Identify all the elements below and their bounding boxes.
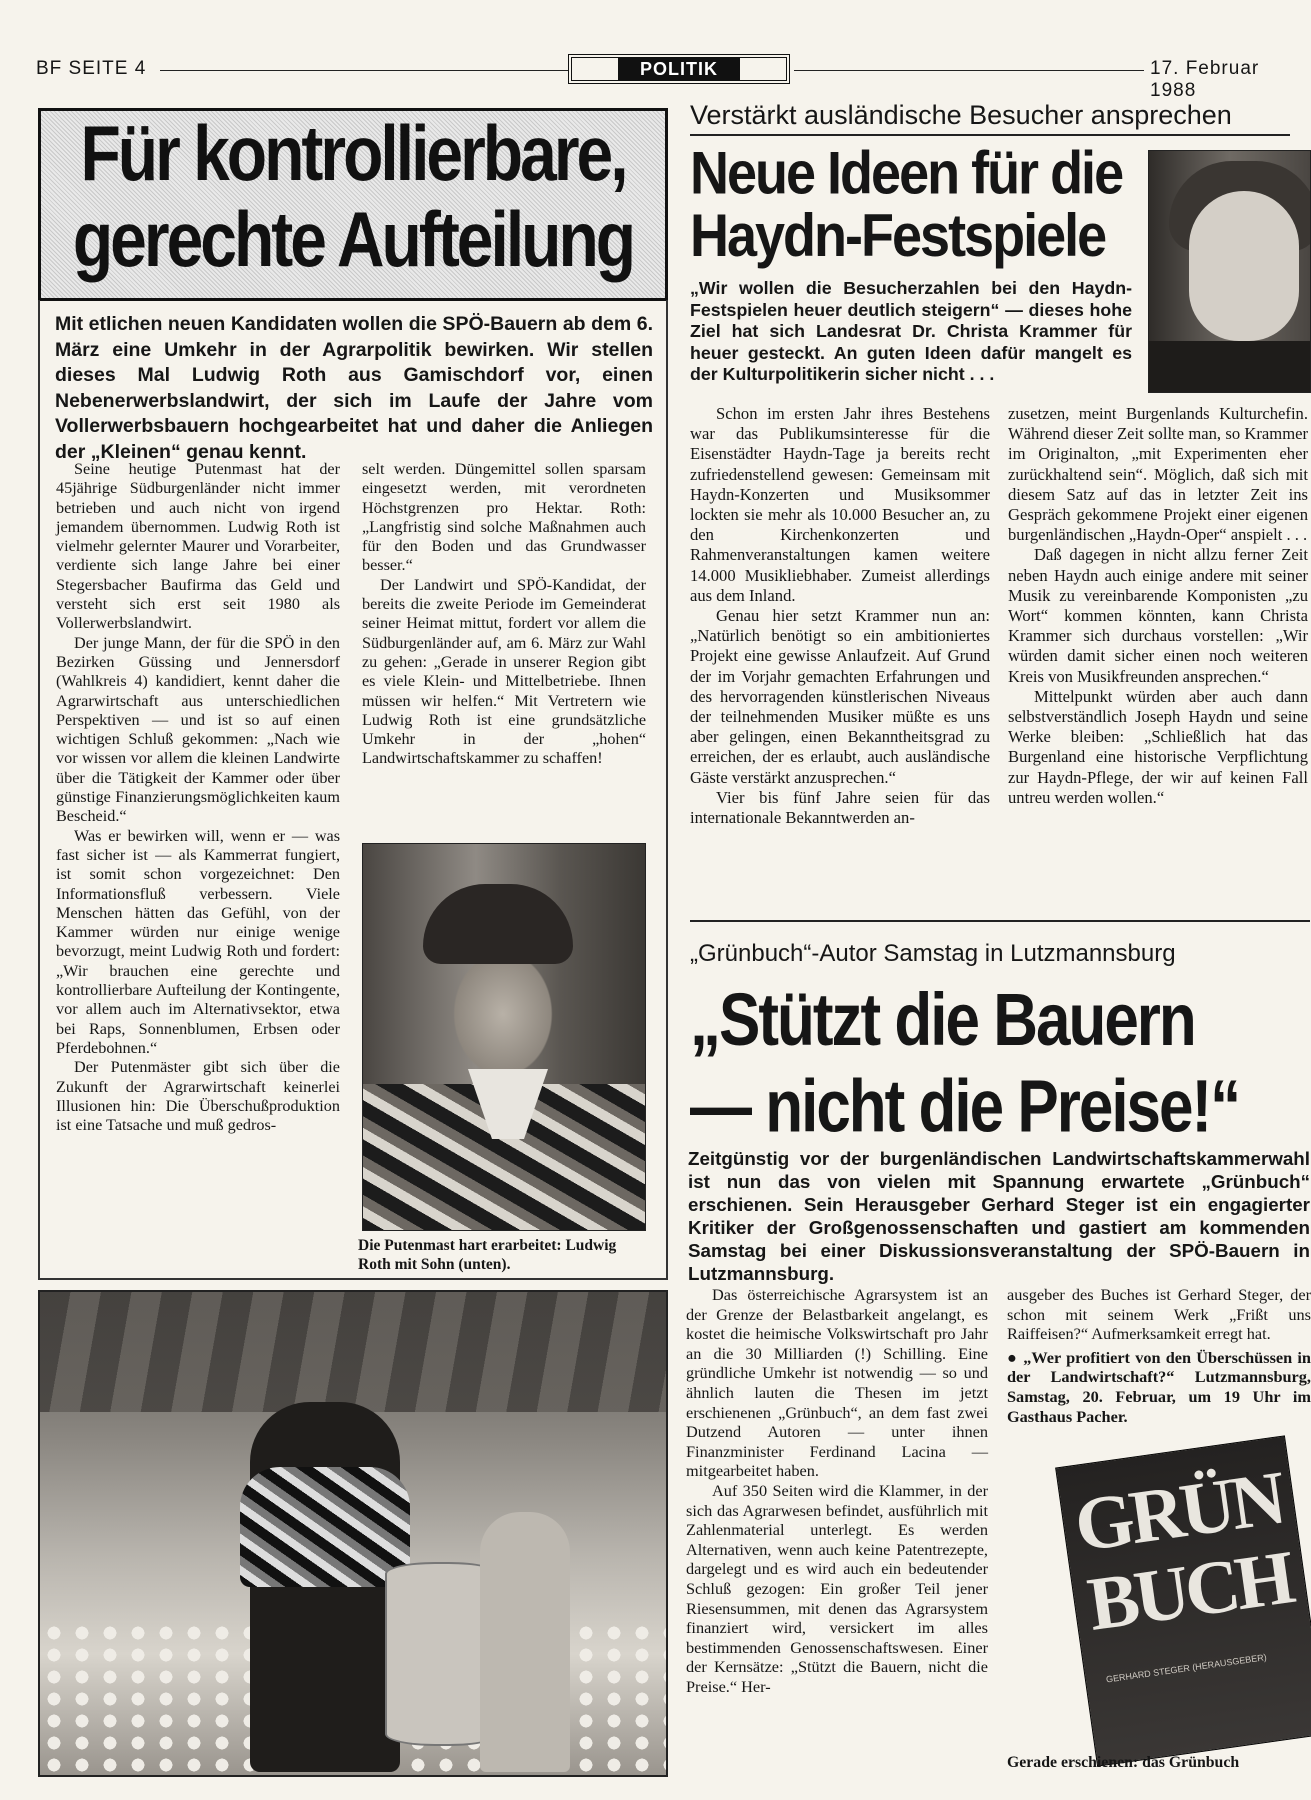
paragraph: Der Landwirt und SPÖ-Kandidat, der bereits die zweite Periode im Gemeinderat seiner Heimat mittut, fordert vor allem die Südburgenländer auf, am 6. März zur Wahl zu gehen: „Gerade in unserer Region gibt es viele Klein- und Mittelbetriebe. Ihnen müssen wir helfen.“ Mit Vertretern wie Ludwig Roth ist eine grundsätzliche Umkehr in der „hohen“ Landwirtschaftskammer zu schaffen! — [362, 575, 646, 768]
left-headline-line1: Für kontrollierbare, — [80, 109, 626, 197]
paragraph: Mittelpunkt würden aber auch dann selbstverständlich Joseph Haydn und seine Werke bleiben: „Schließlich hat das Burgenland eine historische Verpflichtung zur Haydn-Pflege, der wir auf keinen Fall untreu werden wollen.“ — [1008, 686, 1308, 807]
haydn-kicker: Verstärkt ausländische Besucher ansprechen — [690, 100, 1232, 130]
gruenbuch-column-2 — [1007, 1285, 1311, 1426]
photo-detail — [1149, 341, 1311, 393]
haydn-lead: „Wir wollen die Besucherzahlen bei den Haydn-Festspielen heuer deutlich steigern“ — dieses hohe Ziel hat sich Landesrat Dr. Christa Krammer für heuer gesteckt. An guten Ideen dafür mangelt es der Kulturpolitikerin sicher nicht . . . — [690, 278, 1132, 384]
gruenbuch-headline — [690, 978, 1310, 1151]
photo-detail — [1189, 191, 1299, 341]
gruenbuch-lead: Zeitgünstig vor der burgenländischen Landwirtschaftskammerwahl ist nun das von vielen mit Spannung erwartete „Grünbuch“ erschienen. Sein Herausgeber Gerhard Steger ist ein engagierter Kritiker der Großgenossenschaften und gastiert am kommenden Samstag bei einer Diskussionsveranstaltung der SPÖ-Bauern in Lutzmannsburg. — [688, 1148, 1310, 1284]
farm-photo — [38, 1290, 668, 1777]
header-rule-right — [794, 70, 1144, 71]
paragraph: Seine heutige Putenmast hat der 45jährige Südburgenländer nicht immer betrieben und auch nicht von irgend jemandem übernommen. Ludwig Roth ist vielmehr gelernter Maurer und Vorarbeiter, verdiente sich lange Jahre bei einer Stegersbacher Baufirma das Geld und versteht sich erst seit 1980 als Vollerwerbslandwirt. — [56, 460, 340, 633]
haydn-column-2 — [1008, 404, 1308, 808]
gruenbuch-column-1 — [686, 1285, 988, 1696]
issue-date: 17. Februar 1988 — [1150, 58, 1260, 101]
gruenbuch-headline-line2: — nicht die Preise!“ — [690, 1065, 1240, 1149]
paragraph: Was er bewirken will, wenn er — was fast sicher ist — als Kammerrat fungiert, ist somit schon vorgezeichnet: Den Informationsfluß verbessern. Viele Menschen hätten das Gefühl, von der Kammer würden nur einige wenige bevorzugt, meint Ludwig Roth und fordert: „Wir brauchen eine gerechte und kontrollierbare Aufteilung der Kontingente, vor allem auch im Alternativsektor, etwa bei Raps, Sonnenblumen, Erbsen oder Pferdebohnen.“ — [56, 826, 340, 1057]
paragraph: Der junge Mann, der für die SPÖ in den Bezirken Güssing und Jennersdorf (Wahlkreis 4) kandidiert, kennt daher die Agrarwirtschaft aus unterschiedlichen Perspektiven — und ist so auf einen wichtigen Schluß gekommen: „Nach wie vor wissen vor allem die kleinen Landwirte über die Tätigkeit der Kammer oder über günstige Finanzierungsmöglichkeiten kaum Bescheid.“ — [56, 633, 340, 826]
page-number: BF SEITE 4 — [36, 58, 147, 79]
photo-caption-roth: Die Putenmast hart erarbeitet: Ludwig Roth mit Sohn (unten). — [358, 1237, 617, 1273]
photo-detail — [480, 1512, 570, 1772]
paragraph: Auf 350 Seiten wird die Klammer, in der sich das Agrarwesen befindet, ausführlich mit Zahlenmaterial unterlegt. Es werden Alternativen, wenn auch keine Patentrezepte, dargelegt und es wird auch ein bedeutender Schluß gezogen: Ein großer Teil jener Riesensummen, mit denen das Agrarsystem finanziert wird, versickert im alles bestimmenden Genossenschaftswesen. Einer der Kernsätze: „Stützt die Bauern, nicht die Preise.“ Her- — [686, 1480, 988, 1696]
left-headline-box — [38, 108, 668, 301]
portrait-photo-roth — [362, 843, 646, 1231]
paragraph: selt werden. Düngemittel sollen sparsam eingesetzt werden, mit verordneten Höchstgrenzen pro Hektar. Roth: „Langfristig sind solche Maßnahmen auch für den Boden und das Grundwasser besser.“ — [362, 460, 646, 575]
left-headline-line2: gerechte Aufteilung — [72, 195, 634, 283]
left-column-2 — [362, 460, 646, 769]
haydn-headline: Neue Ideen für die Haydn-Festspiele — [690, 139, 1123, 270]
haydn-column-1 — [690, 404, 990, 828]
paragraph: Vier bis fünf Jahre seien für das internationale Bekanntwerden an- — [690, 787, 990, 828]
paragraph: Daß dagegen in nicht allzu ferner Zeit neben Haydn auch einige andere mit seiner Musik zu vereinbarende Komponisten „zu Wort“ kommen könnten, kann Christa Krammer sich durchaus vorstellen: „Wir würden damit sicher einen noch weiteren Kreis von Musikfreunden ansprechen.“ — [1008, 545, 1308, 686]
portrait-photo-krammer — [1148, 150, 1311, 393]
photo-detail — [240, 1467, 410, 1587]
left-lead: Mit etlichen neuen Kandidaten wollen die SPÖ-Bauern ab dem 6. März eine Umkehr in der Agrarpolitik bewirken. Wir stellen dieses Mal Ludwig Roth aus Gamischdorf vor, einen Nebenerwerbslandwirt, der sich im Laufe der Jahre vom Vollerwerbsbauern hochgearbeitet hat und daher die Anliegen der „Kleinen“ genau kennt. — [55, 313, 653, 463]
paragraph: Der Putenmäster gibt sich über die Zukunft der Agrarwirtschaft keinerlei Illusionen hin: Die Überschußproduktion ist eine Tatsache und muß gedros- — [56, 1058, 340, 1135]
header-rule-left — [160, 70, 568, 71]
gruenbuch-kicker: „Grünbuch“-Autor Samstag in Lutzmannsburg — [690, 940, 1176, 967]
photo-detail — [40, 1292, 666, 1412]
photo-detail — [423, 884, 573, 964]
book-caption: Gerade erschienen: das Grünbuch — [1007, 1754, 1240, 1771]
paragraph: zusetzen, meint Burgenlands Kulturchefin. Während dieser Zeit sollte man, so Krammer im Originalton, „mit Experimenten eher zurückhaltend sein“. Möglich, daß sich mit diesem Satz auf das in letzter Zeit ins Gespräch gekommene Projekt einer eigenen burgenländischen „Haydn-Oper“ anspielt . . . — [1008, 404, 1308, 545]
book-cover-image — [1055, 1435, 1311, 1766]
book-title-line1: GRÜN — [1069, 1455, 1288, 1568]
section-label-text: POLITIK — [618, 58, 740, 81]
paragraph: Genau hier setzt Krammer nun an: „Natürlich benötigt so ein ambitioniertes Projekt eine gewisse Anlaufzeit. Auf Grund der im Vorjahr gemachten Erfahrungen und des hervorragenden künstlerischen Niveaus der teilnehmenden Musiker müßte es uns aber gelingen, einen Bekanntheitsgrad zu erreichen, der es erlaubt, auch ausländische Gäste verstärkt anzusprechen.“ — [690, 606, 990, 787]
gruenbuch-headline-line1: „Stützt die Bauern — [690, 979, 1195, 1062]
book-title-line2: BUCH — [1082, 1535, 1297, 1647]
section-rule — [690, 920, 1310, 922]
paragraph: Schon im ersten Jahr ihres Bestehens war das Publikumsinteresse für die Eisenstädter Haydn-Tage ja bereits recht zufriedenstellend gewesen: Gemeinsam mit Haydn-Konzerten und Musiksommer lockten sie mehr als 10.000 Besucher an, zu den Kirchenkonzerten und Rahmenveranstaltungen kamen weitere 14.000 Musikliebhaber. Zumeist allerdings aus dem Inland. — [690, 404, 990, 605]
event-notice: ● „Wer profitiert von den Überschüssen in der Landwirtschaft?“ Lutzmannsburg, Samstag, 20. Februar, um 19 Uhr im Gasthaus Pacher. — [1007, 1347, 1311, 1426]
left-column-1 — [56, 460, 340, 1135]
section-label — [568, 54, 790, 84]
paragraph: ausgeber des Buches ist Gerhard Steger, der schon mit seinem Werk „Frißt uns Raiffeisen?“ Aufmerksamkeit erregt hat. — [1007, 1285, 1311, 1344]
paragraph: Das österreichische Agrarsystem ist an der Grenze der Belastbarkeit angelangt, es kostet die heimische Volkswirtschaft pro Jahr an die 30 Milliarden (!) Schilling. Eine gründliche Umkehr ist notwendig — so und ähnlich lauten die Thesen im jetzt erschienenen „Grünbuch“, an dem fast zwei Dutzend Autoren — unter ihnen Finanzminister Ferdinand Lacina — mitgearbeitet haben. — [686, 1285, 988, 1481]
photo-detail — [250, 1402, 400, 1772]
book-cover-text: GERHARD STEGER (HERAUSGEBER) — [1105, 1652, 1268, 1685]
kicker-rule — [690, 134, 1290, 136]
